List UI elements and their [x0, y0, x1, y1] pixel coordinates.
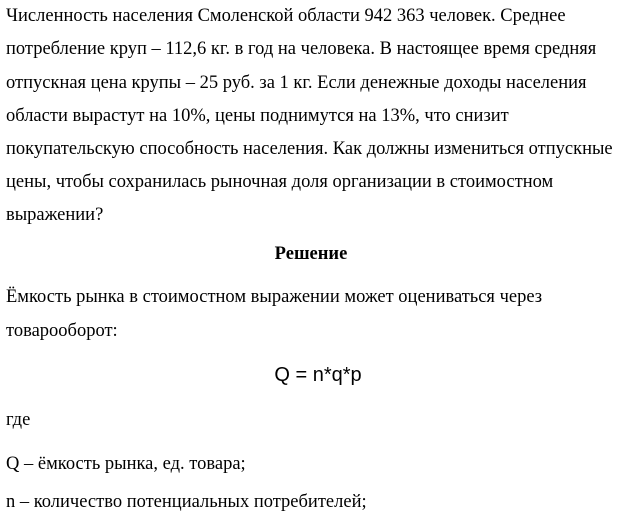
problem-line-2: потребление круп – 112,6 кг. в год на человека. В настоящее время средняя — [6, 39, 597, 59]
problem-line-1: Численность населения Смоленской области 942 363 человек. Среднее — [6, 6, 566, 26]
problem-line-5: покупательскую способность населения. Как должны измениться отпускные — [6, 139, 613, 159]
intro-line-1: Ёмкость рынка в стоимостном выражении может оцениваться через — [6, 287, 543, 307]
definition-q: Q – ёмкость рынка, ед. товара; — [6, 454, 246, 474]
where-label: где — [6, 410, 31, 430]
formula: Q = n*q*p — [274, 364, 362, 386]
definition-n: n – количество потенциальных потребителей; — [6, 492, 367, 512]
solution-heading: Решение — [274, 244, 348, 264]
problem-line-6: цены, чтобы сохранилась рыночная доля организации в стоимостном — [6, 172, 554, 192]
problem-line-4: области вырастут на 10%, цены поднимутся на 13%, что снизит — [6, 106, 509, 126]
intro-line-2: товарооборот: — [6, 321, 118, 341]
problem-line-3: отпускная цена крупы – 25 руб. за 1 кг. Если денежные доходы населения — [6, 73, 587, 93]
problem-line-7: выражении? — [6, 205, 104, 225]
